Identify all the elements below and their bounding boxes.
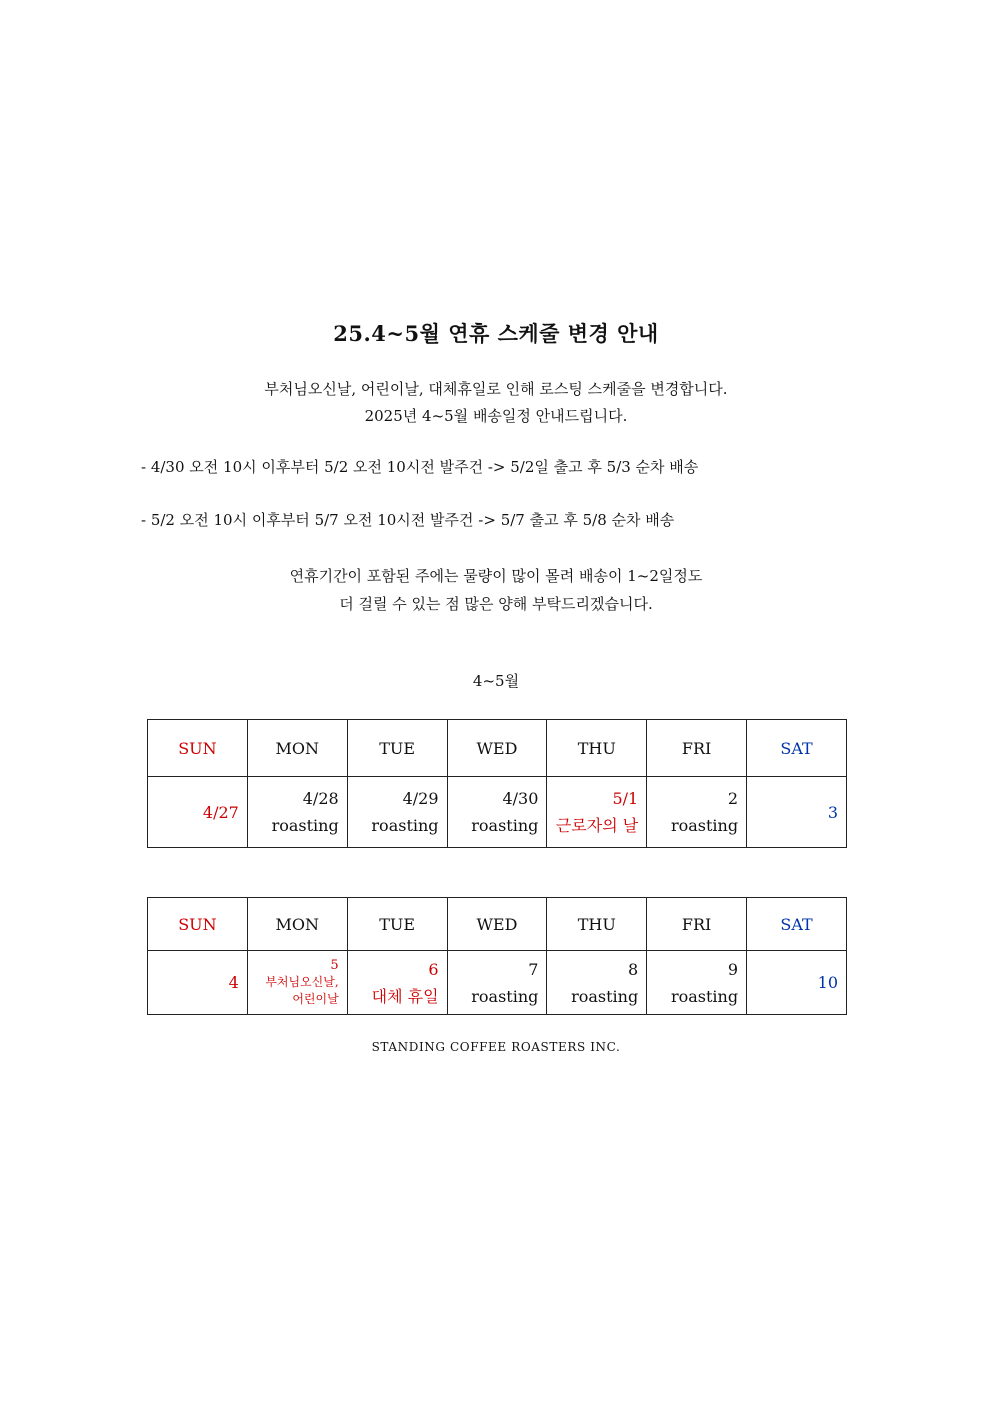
date-number: 4/30 xyxy=(502,789,539,808)
date-cell-5-8 xyxy=(547,951,647,1015)
date-note: 근로자의 날 xyxy=(555,816,639,835)
date-cell-5-3 xyxy=(747,777,847,848)
month-label: 4~5월 xyxy=(472,672,520,690)
day-header-thu: THU xyxy=(547,898,647,951)
date-number: 8 xyxy=(628,959,639,979)
date-number: 6 xyxy=(428,959,439,979)
day-header-tue: TUE xyxy=(347,898,447,951)
day-header-fri: FRI xyxy=(647,720,747,777)
calendar-header-row xyxy=(148,720,847,777)
date-number: 4 xyxy=(228,973,239,992)
day-header-sat: SAT xyxy=(747,720,847,777)
date-note: 대체 휴일 xyxy=(371,986,439,1006)
date-note: roasting xyxy=(371,816,439,835)
day-header-wed: WED xyxy=(447,720,547,777)
date-number: 9 xyxy=(727,959,739,979)
delay-notice-line-2: 더 걸릴 수 있는 점 많은 양해 부탁드리겠습니다. xyxy=(339,595,653,613)
date-cell-5-4 xyxy=(148,951,248,1015)
date-note: roasting xyxy=(670,986,739,1006)
day-header-sun: SUN xyxy=(148,898,248,951)
day-header-tue: TUE xyxy=(347,720,447,777)
date-number: 7 xyxy=(528,959,539,979)
date-cell-5-5 xyxy=(247,951,347,1015)
schedule-bullet-1: - 4/30 오전 10시 이후부터 5/2 오전 10시전 발주건 -> 5/2일 출고 후 5/3 순차 배송 xyxy=(141,458,699,476)
date-number: 4/29 xyxy=(402,789,439,808)
date-number: 4/27 xyxy=(202,802,239,822)
date-cell-5-7 xyxy=(447,951,547,1015)
day-header-thu: THU xyxy=(547,720,647,777)
date-number: 2 xyxy=(727,789,739,808)
date-cell-4-29 xyxy=(347,777,447,848)
intro-line-2: 2025년 4~5월 배송일정 안내드립니다. xyxy=(364,407,628,425)
date-number: 4/28 xyxy=(302,789,339,808)
date-number: 5/1 xyxy=(612,789,639,808)
company-footer: STANDING COFFEE ROASTERS INC. xyxy=(371,1040,621,1054)
document-title: 25.4~5월 연휴 스케줄 변경 안내 xyxy=(333,321,659,346)
date-note: roasting xyxy=(670,816,739,835)
calendar-date-row xyxy=(148,951,847,1015)
date-note: roasting xyxy=(271,816,339,835)
date-note-line-2: 어린이날 xyxy=(292,992,339,1006)
day-header-mon: MON xyxy=(247,720,347,777)
calendar-date-row xyxy=(148,777,847,848)
date-cell-4-27 xyxy=(148,777,248,848)
date-note: roasting xyxy=(571,986,639,1006)
calendar-week-2 xyxy=(147,897,847,1015)
date-note-line-1: 부처님오신날, xyxy=(265,975,339,989)
date-note: roasting xyxy=(471,816,539,835)
date-cell-5-9 xyxy=(647,951,747,1015)
date-number: 10 xyxy=(817,973,838,992)
calendar-week-1 xyxy=(147,719,847,848)
date-number: 5 xyxy=(330,958,339,973)
date-cell-4-28 xyxy=(247,777,347,848)
day-header-wed: WED xyxy=(447,898,547,951)
date-cell-5-10 xyxy=(747,951,847,1015)
day-header-fri: FRI xyxy=(647,898,747,951)
date-cell-5-2 xyxy=(647,777,747,848)
schedule-bullet-2: - 5/2 오전 10시 이후부터 5/7 오전 10시전 발주건 -> 5/7 출고 후 5/8 순차 배송 xyxy=(141,511,675,529)
date-number: 3 xyxy=(827,802,838,822)
intro-paragraph xyxy=(0,376,992,430)
calendar-header-row xyxy=(148,898,847,951)
date-cell-4-30 xyxy=(447,777,547,848)
intro-line-1: 부처님오신날, 어린이날, 대체휴일로 인해 로스팅 스케줄을 변경합니다. xyxy=(264,380,728,398)
delay-notice-line-1: 연휴기간이 포함된 주에는 물량이 많이 몰려 배송이 1~2일정도 xyxy=(289,567,703,585)
delay-notice xyxy=(0,562,992,618)
day-header-mon: MON xyxy=(247,898,347,951)
date-cell-5-1 xyxy=(547,777,647,848)
date-note: roasting xyxy=(471,986,539,1006)
date-cell-5-6 xyxy=(347,951,447,1015)
day-header-sun: SUN xyxy=(148,720,248,777)
day-header-sat: SAT xyxy=(747,898,847,951)
